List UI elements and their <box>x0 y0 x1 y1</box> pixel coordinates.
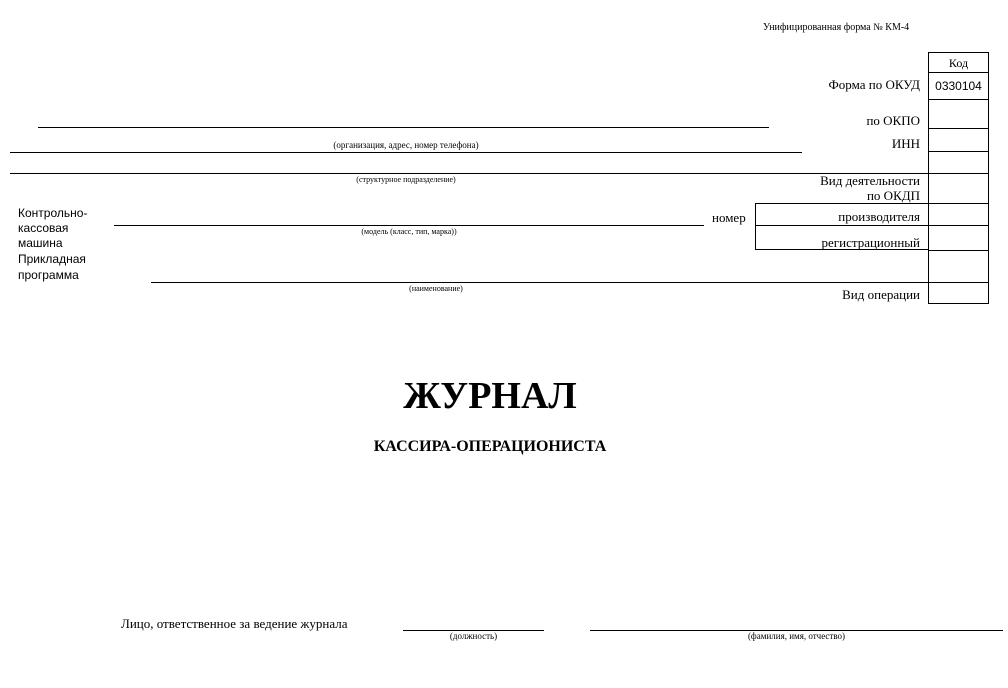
registration-label: регистрационный <box>821 235 920 250</box>
blank2-value-cell[interactable] <box>928 250 989 283</box>
organization-caption: (организация, адрес, номер телефона) <box>333 140 479 150</box>
responsible-label: Лицо, ответственное за ведение журнала <box>121 616 348 631</box>
activity-value-cell[interactable] <box>928 173 989 204</box>
kkm-label-1: Контрольно- <box>18 206 88 220</box>
division-line[interactable] <box>10 173 928 174</box>
number-box-divider <box>755 225 928 226</box>
number-label: номер <box>712 210 746 225</box>
model-line[interactable] <box>114 225 704 226</box>
manufacturer-label: производителя <box>838 209 920 224</box>
division-caption: (структурное подразделение) <box>356 175 456 184</box>
okud-label: Форма по ОКУД <box>828 77 920 92</box>
okpo-value-cell[interactable] <box>928 99 989 129</box>
program-label-2: программа <box>18 268 79 282</box>
inn-label: ИНН <box>891 136 920 151</box>
okdp-label: по ОКДП <box>866 188 920 203</box>
program-name-caption: (наименование) <box>409 284 463 293</box>
model-caption: (модель (класс, тип, марка)) <box>361 227 457 236</box>
inn-value-cell[interactable] <box>928 128 989 152</box>
code-header-cell: Код <box>928 52 989 73</box>
program-name-line[interactable] <box>151 282 928 283</box>
kkm-label-2: кассовая <box>18 221 69 235</box>
fullname-caption: (фамилия, имя, отчество) <box>747 631 846 641</box>
journal-title: ЖУРНАЛ <box>403 375 577 417</box>
form-id: Унифицированная форма № КМ-4 <box>763 22 910 33</box>
operation-label: Вид операции <box>842 287 920 302</box>
operation-value-cell[interactable] <box>928 282 989 304</box>
activity-label: Вид деятельности <box>820 173 920 188</box>
kkm-label-3: машина <box>18 236 63 250</box>
blank-value-cell[interactable] <box>928 151 989 174</box>
position-caption: (должность) <box>449 631 498 641</box>
organization-top-line <box>38 127 769 128</box>
manufacturer-value-cell[interactable] <box>928 203 989 226</box>
program-label-1: Прикладная <box>18 252 86 266</box>
okud-value-cell[interactable]: 0330104 <box>928 72 989 100</box>
journal-subtitle: КАССИРА-ОПЕРАЦИОНИСТА <box>373 438 607 455</box>
registration-value-cell[interactable] <box>928 225 989 251</box>
okpo-label: по ОКПО <box>866 113 920 128</box>
organization-line[interactable] <box>10 152 802 153</box>
